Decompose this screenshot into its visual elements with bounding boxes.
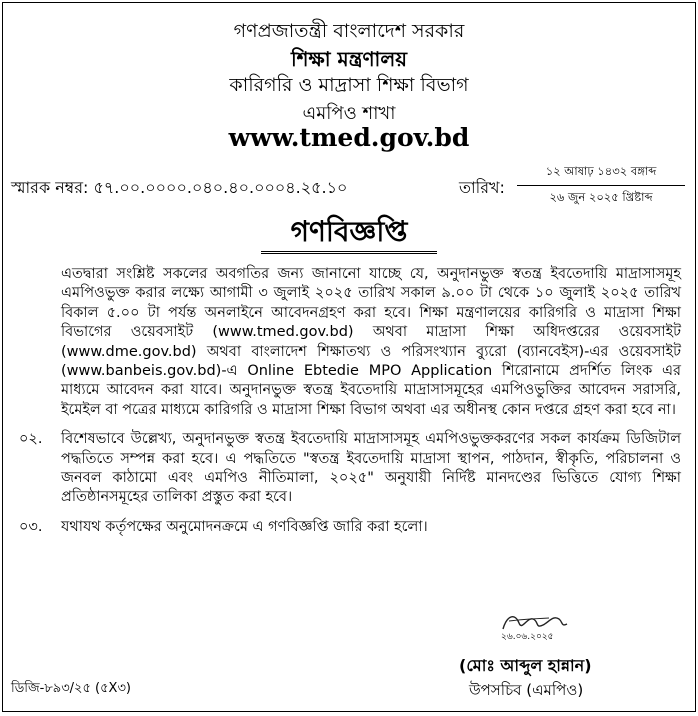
memo-label: স্মারক নম্বর: [11, 178, 89, 197]
division-name: কারিগরি ও মাদ্রাসা শিক্ষা বিভাগ [229, 74, 469, 96]
notice-body [19, 265, 681, 537]
paragraph-2-number: ০২. [19, 431, 43, 448]
date-bangla: ১২ আষাঢ় ১৪৩২ বঙ্গাব্দ [545, 164, 657, 178]
ministry-name: শিক্ষা মন্ত্রণালয় [290, 47, 408, 71]
paragraph-2-text: বিশেষভাবে উল্লেখ্য, অনুদানভুক্ত স্বতন্ত্র ইবতেদায়ি মাদ্রাসাসমূহ এমপিওভুক্তকরণের সকল কার্যক্রম ডিজিটাল পদ্ধতিতে সম্পন্ন করা হবে। এ পদ্ধতিতে "স্বতন্ত্র ইবতেদায়ি মাদ্রাসা স্থাপন, পাঠদান, স্বীকৃতি, পরিচালনা ও জনবল কাঠামো এবং এমপিও নীতিমালা, ২০২৫" অনুযায়ী নির্দিষ্ট মানদণ্ডের ভিত্তিতে যোগ্য শিক্ষা প্রতিষ্ঠানসমূহের তালিকা প্রস্তুত করা হবে। [61, 431, 681, 506]
paragraph-1: এতদ্বারা সংশ্লিষ্ট সকলের অবগতির জন্য জানানো যাচ্ছে যে, অনুদানভুক্ত স্বতন্ত্র ইবতেদায়ি মাদ্রাসাসমূহ এমপিওভুক্ত করার লক্ষ্যে আগামী ৩ জুলাই ২০২৫ তারিখ সকাল ৯.০০ টা থেকে ১০ জুলাই ২০২৫ তারিখ বিকাল ৫.০০ টা পর্যন্ত অনলাইনে আবেদনগ্রহণ করা হবে। শিক্ষা মন্ত্রণালয়ের কারিগরি ও মাদ্রাসা শিক্ষা বিভাগের ওয়েবসাইট (www.tmed.gov.bd) অথবা মাদ্রাসা শিক্ষা অধিদপ্তরের ওয়েবসাইট (www.dme.gov.bd) অথবা বাংলাদেশ শিক্ষাতথ্য ও পরিসংখ্যান ব্যুরো (ব্যানবেইস)-এর ওয়েবসাইট (www.banbeis.gov.bd)-এ Online Ebtedie MPO Application শিরোনামে প্রদর্শিত লিংক এর মাধ্যমে আবেদন করা যাবে। অনুদানভুক্ত স্বতন্ত্র ইবতেদায়ি মাদ্রাসাসমূহের এমপিওভুক্তির আবেদন সরাসরি, ইমেইল বা পত্রের মাধ্যমে কারিগরি ও মাদ্রাসা শিক্ষা বিভাগ অথবা এর অধীনস্থ কোন দপ্তরে গ্রহণ করা হবে না। [61, 266, 681, 418]
memo-number [11, 175, 347, 202]
website-url: www.tmed.gov.bd [228, 123, 470, 152]
paragraph-3-text: যথাযথ কর্তৃপক্ষের অনুমোদনক্রমে এ গণবিজ্ঞপ্তি জারি করা হলো। [61, 518, 428, 535]
date-gregorian: ২৬ জুন ২০২৫ খ্রিষ্টাব্দ [549, 190, 653, 204]
signatory-designation: উপসচিব (এমপিও) [469, 681, 584, 699]
paragraph-3-number: ০৩. [19, 518, 43, 535]
paragraph-3 [19, 518, 681, 537]
reference-code: ডিজি-৮৯৩/২৫ (৫X৩) [11, 681, 131, 696]
date-block [459, 159, 685, 209]
notice-title: গণবিজ্ঞপ্তি [290, 215, 408, 248]
date-values [517, 159, 685, 208]
branch-name: এমপিও শাখা [302, 103, 396, 124]
notice-page [2, 2, 696, 712]
date-label: তারিখ: [459, 178, 505, 197]
memo-value: ৫৭.০০.০০০০.০৪০.৪০.০০০৪.২৫.১০ [93, 178, 348, 197]
signature-date: ২৬.০৬.২০২৫ [501, 632, 554, 642]
signatory-name: (মোঃ আব্দুল হান্নান) [459, 656, 592, 675]
govt-name: গণপ্রজাতন্ত্রী বাংলাদেশ সরকার [233, 20, 465, 42]
paragraph-2 [19, 430, 681, 508]
title-box [261, 213, 437, 254]
